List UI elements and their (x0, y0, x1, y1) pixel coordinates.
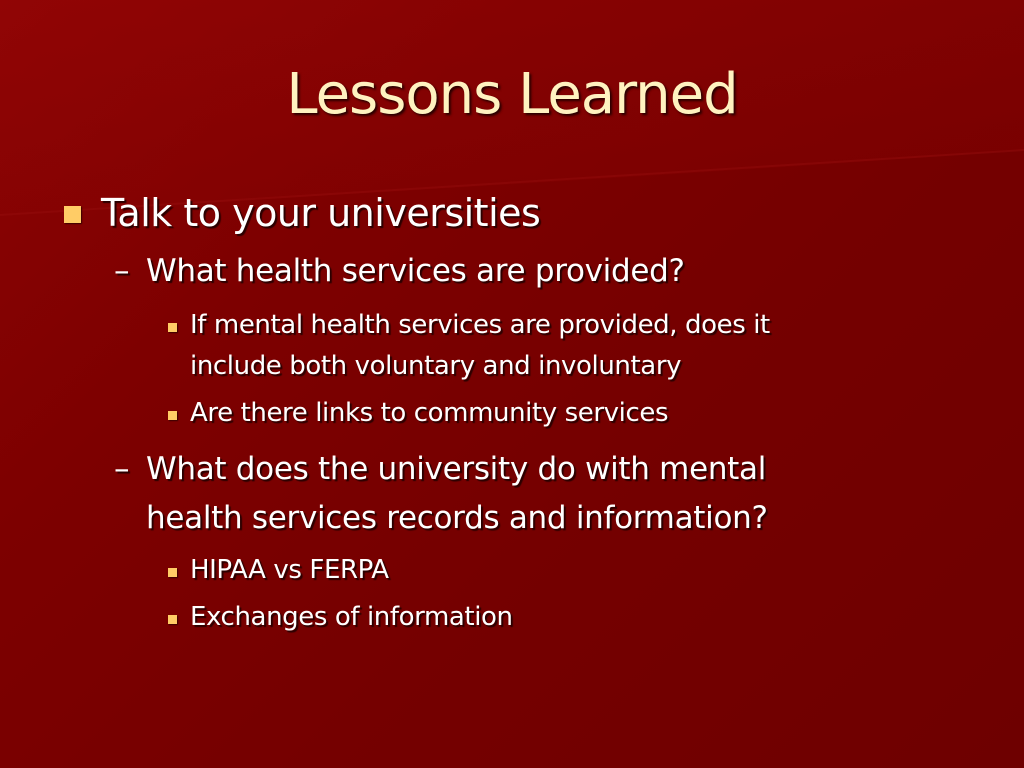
square-bullet-icon (168, 568, 177, 577)
bullet-talk-to-universities: Talk to your universities (101, 191, 541, 235)
sub-sub-bullet-exchanges: Exchanges of information (190, 602, 513, 632)
sub-sub-bullet-mental-health-line1: If mental health services are provided, does it (190, 310, 770, 340)
slide-title: Lessons Learned (286, 62, 738, 127)
square-bullet-icon (168, 615, 177, 624)
square-bullet-icon (64, 206, 81, 223)
dash-bullet-icon: – (114, 253, 130, 289)
sub-bullet-university-records-line1: What does the university do with mental (146, 451, 767, 487)
sub-sub-bullet-hipaa-ferpa: HIPAA vs FERPA (190, 555, 389, 585)
dash-bullet-icon: – (114, 451, 130, 487)
sub-sub-bullet-mental-health-line2: include both voluntary and involuntary (190, 351, 682, 381)
sub-bullet-university-records-line2: health services records and information? (146, 500, 768, 536)
sub-bullet-health-services: What health services are provided? (146, 253, 685, 289)
square-bullet-icon (168, 323, 177, 332)
sub-sub-bullet-community-links: Are there links to community services (190, 398, 669, 428)
square-bullet-icon (168, 411, 177, 420)
